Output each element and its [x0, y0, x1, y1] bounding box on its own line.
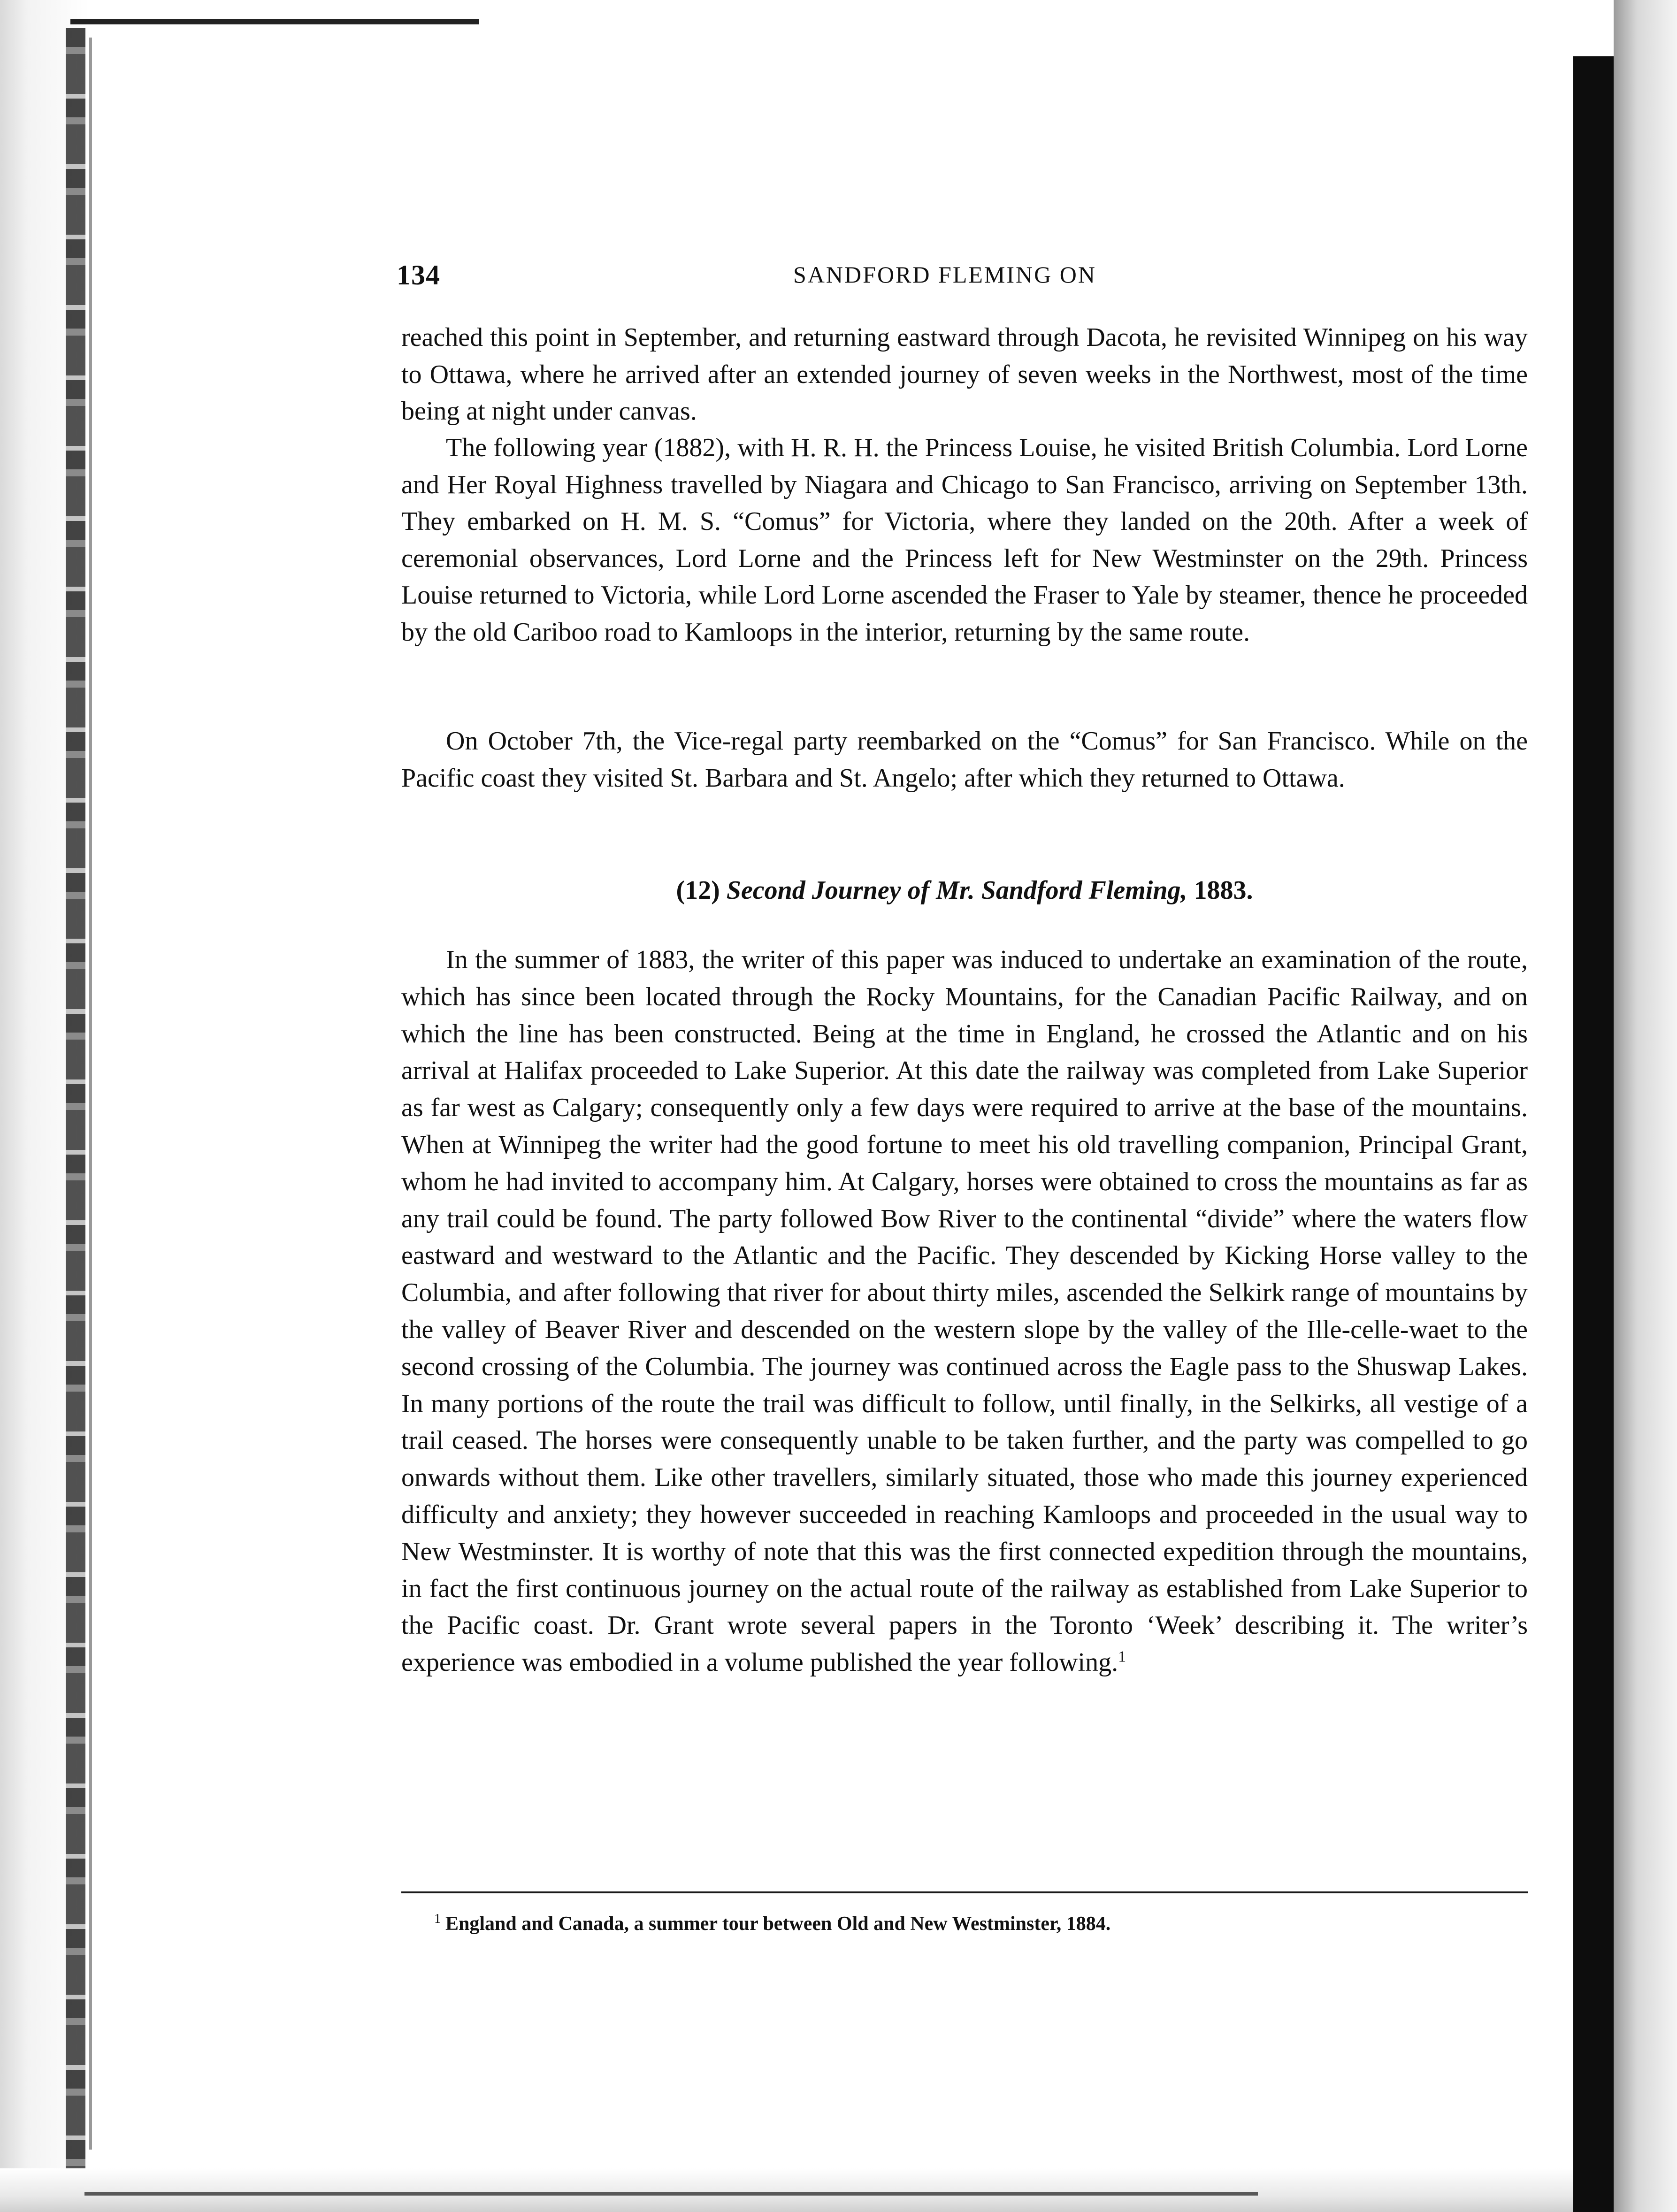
page-number: 134 — [397, 260, 440, 291]
footnote — [434, 1913, 1110, 1935]
section-paragraph-text: In the summer of 1883, the writer of this paper was induced to undertake an examination of the route, which has since been located through the Rocky Mountains, for the Canadian Pacific Railway, and on which the line has been constructed. Being at the time in England, he crossed the Atlantic and on his arrival at Halifax proceeded to Lake Superior. At this date the railway was completed from Lake Superior as far west as Calgary; consequently only a few days were required to arrive at the base of the mountains. When at Winnipeg the writer had the good fortune to meet his old travelling companion, Principal Grant, whom he had invited to accompany him. At Calgary, horses were obtained to cross the mountains as far as any trail could be found. The party followed Bow River to the continental “divide” where the waters flow eastward and westward to the Atlantic and the Pacific. They descended by Kicking Horse valley to the Columbia, and after following that river for about thirty miles, ascended the Selkirk range of mountains by the valley of Beaver River and descended on the western slope by the valley of the Ille-celle-waet to the second crossing of the Columbia. The journey was continued across the Eagle pass to the Shuswap Lakes. In many portions of the route the trail was difficult to follow, until finally, in the Selkirks, all vestige of a trail ceased. The horses were consequently unable to be taken further, and the party was compelled to go onwards without them. Like other travellers, similarly situated, those who made this journey experienced difficulty and anxiety; they however succeeded in reaching Kamloops and proceeded in the usual way to New Westminster. It is worthy of note that this was the first connected expedition through the mountains, in fact the first continuous journey on the actual route of the railway as established from Lake Superior to the Pacific coast. Dr. Grant wrote several papers in the Toronto ‘Week’ describing it. The writer’s experience was embodied in a volume published the year following. — [401, 945, 1528, 1677]
section-year: 1883. — [1194, 876, 1253, 905]
scan-bottom-artifact — [84, 2192, 1258, 2196]
paragraph-return-ottawa: On October 7th, the Vice-regal party reembarked on the “Comus” for San Francisco. While on the Pacific coast they visited St. Barbara and St. Angelo; after which they returned to Ottawa. — [401, 727, 1528, 793]
scan-binding-edge — [66, 28, 85, 2168]
footnote-text: England and Canada, a summer tour between Old and New Westminster, 1884. — [445, 1913, 1111, 1935]
scan-right-dark-edge — [1573, 56, 1614, 2212]
scan-right-margin-shadow — [1614, 0, 1677, 2212]
scan-binding-line — [89, 38, 92, 2150]
footnote-divider — [401, 1891, 1528, 1893]
scan-top-artifact — [70, 19, 479, 24]
section-heading — [401, 875, 1528, 905]
paragraph-continued: reached this point in September, and returning eastward through Dacota, he revisited Winnipeg on his way to Ottawa, where he arrived after an extended journey of seven weeks in the Northwest, most of the time being at night under canvas. — [401, 323, 1528, 426]
section-title: Second Journey of Mr. Sandford Fleming, — [726, 876, 1187, 905]
paragraph-1882-visit: The following year (1882), with H. R. H. the Princess Louise, he visited British Columbia. Lord Lorne and Her Royal Highness travelled by Niagara and Chicago to San Francisco, arriving on September 13th. They embarked on H. M. S. “Comus” for Victoria, where they landed on the 20th. After a week of ceremonial observances, Lord Lorne and the Princess left for New Westminster on the 29th. Princess Louise returned to Victoria, while Lord Lorne ascended the Fraser to Yale by steamer, thence he proceeded by the old Cariboo road to Kamloops in the interior, returning by the same route. — [401, 433, 1528, 647]
footnote-marker: 1 — [434, 1912, 441, 1926]
section-number: (12) — [676, 876, 720, 905]
section-paragraph — [401, 941, 1528, 1681]
footnote-reference: 1 — [1118, 1648, 1126, 1666]
scan-bottom-shadow — [0, 2168, 1573, 2212]
running-head: SANDFORD FLEMING ON — [793, 261, 1096, 288]
